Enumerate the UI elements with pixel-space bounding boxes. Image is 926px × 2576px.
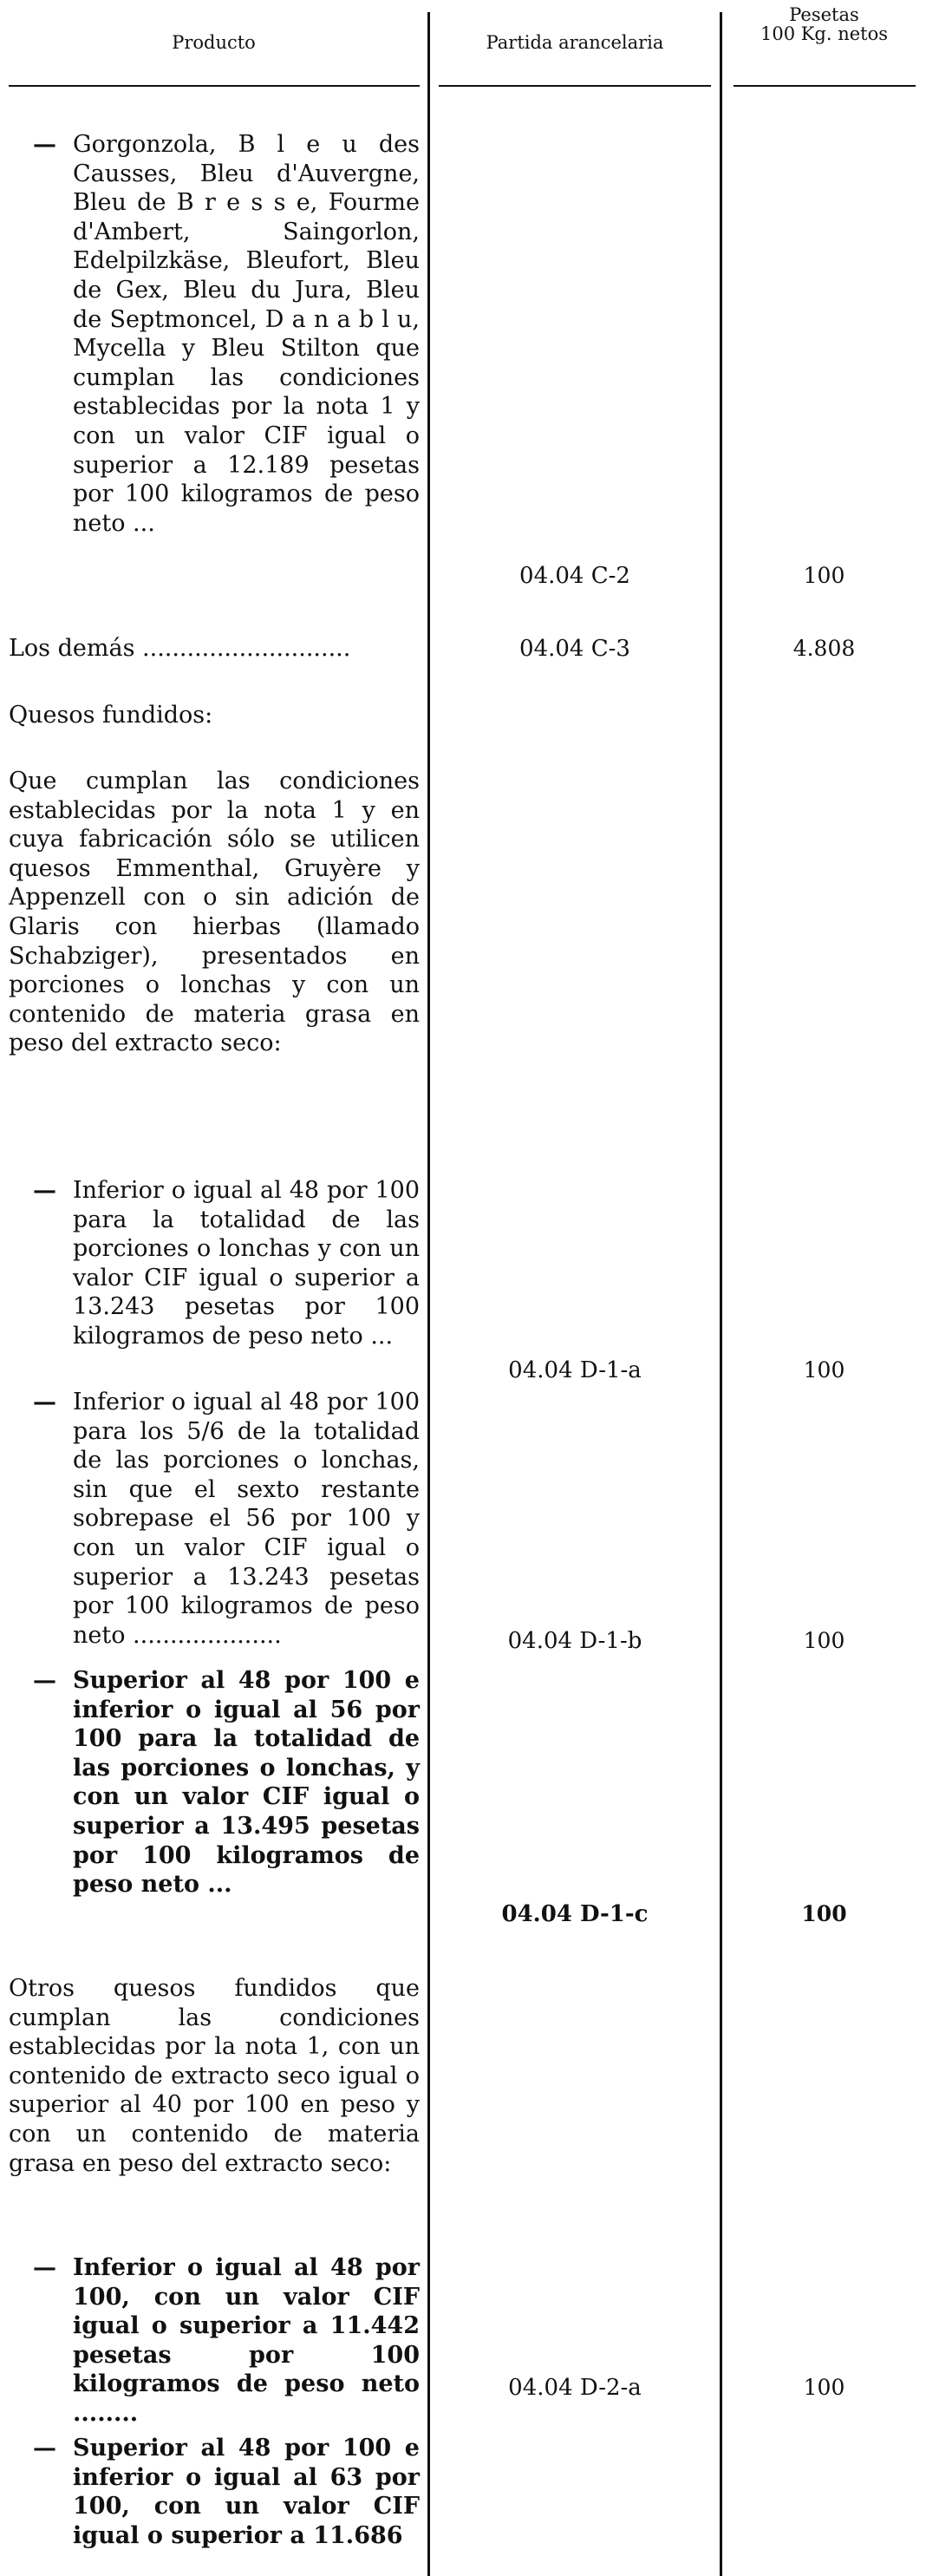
entry-d1c-value: 100: [801, 1901, 847, 1926]
entry-d1b-text: Inferior o igual al 48 por 100 para los 5/6 de la totalidad de las porciones o lonchas, sin que el sexto restante sobrepase el 56 por 100 y con un valor CIF igual o superior a 13.243 pesetas por 100 kilogramos de peso neto ....................: [73, 1389, 420, 1649]
header-pesetas: [722, 5, 926, 43]
entry-d2b-text: Superior al 48 por 100 e inferior o igual al 63 por 100, con un valor CIF igual o superior a 11.686: [73, 2435, 420, 2549]
entry-d1a-text: Inferior o igual al 48 por 100 para la totalidad de las porciones o lonchas y con un valor CIF igual o superior a 13.243 pesetas por 100 kilogramos de peso neto ...: [73, 1177, 420, 1350]
entry-d1b-partida: 04.04 D-1-b: [507, 1628, 642, 1654]
column-divider-2: [720, 12, 722, 2576]
entry-d1c-text: Superior al 48 por 100 e inferior o igual al 56 por 100 para la totalidad de las porciones o lonchas, y con un valor CIF igual o superior a 13.495 pesetas por 100 kilogramos de peso neto ...: [73, 1667, 420, 1899]
entry-d1a-partida: 04.04 D-1-a: [508, 1357, 642, 1383]
entry-d1a-value: 100: [803, 1357, 845, 1383]
entry-los-demas-value: 4.808: [792, 636, 856, 661]
entry-gorgonzola-partida: 04.04 C-2: [519, 563, 630, 589]
section-quesos-fundidos: Quesos fundidos:: [9, 702, 213, 729]
header-rule-1: [9, 85, 420, 87]
entry-gorgonzola-text: Gorgonzola, B l e u des Causses, Bleu d'Auvergne, Bleu de B r e s s e, Fourme d'Ambert, Saingorlon, Edelpilzkäse, Bleufort, Bleu de Gex, Bleu du Jura, Bleu de Septmoncel, D a n a b l u, Mycella y Bleu Stilton que cumplan las condiciones establecidas por la nota 1 y con un valor CIF igual o superior a 12.189 pesetas por 100 kilogramos de peso neto ...: [73, 131, 420, 537]
header-producto: Producto: [172, 32, 256, 53]
header-pesetas-line2: 100 Kg. netos: [760, 23, 889, 44]
entry-d1b-value: 100: [803, 1628, 845, 1653]
entry-gorgonzola-value: 100: [803, 563, 845, 588]
entry-dash: —: [33, 1389, 56, 1415]
header-pesetas-line1: Pesetas: [789, 4, 859, 25]
entry-d2a-text: Inferior o igual al 48 por 100, con un valor CIF igual o superior a 11.442 pesetas por 100 kilogramos de peso neto ........: [73, 2254, 420, 2427]
entry-dash: —: [33, 131, 56, 158]
entry-dash: —: [33, 1667, 56, 1694]
entry-d1c-partida: 04.04 D-1-c: [501, 1901, 649, 1927]
entry-otros-text: Otros quesos fundidos que cumplan las condiciones establecidas por la nota 1, con un contenido de extracto seco igual o superior al 40 por 100 en peso y con un contenido de materia grasa en peso del extracto seco:: [9, 1975, 420, 2177]
header-rule-3: [734, 85, 916, 87]
entry-d2a-value: 100: [803, 2375, 845, 2400]
entry-que-cumplan-text: Que cumplan las condiciones establecidas por la nota 1 y en cuya fabricación sólo se utilicen quesos Emmenthal, Gruyère y Appenzell con o sin adición de Glaris con hierbas (llamado Schabziger), presentados en porciones o lonchas y con un contenido de materia grasa en peso del extracto seco:: [9, 768, 420, 1057]
column-divider-1: [427, 12, 430, 2576]
entry-dash: —: [33, 1177, 56, 1204]
entry-dash: —: [33, 2435, 56, 2462]
header-rule-2: [439, 85, 711, 87]
entry-los-demas-text: Los demás ............................: [9, 635, 351, 662]
entry-los-demas-partida: 04.04 C-3: [519, 636, 630, 662]
entry-dash: —: [33, 2254, 56, 2281]
header-partida: Partida arancelaria: [486, 32, 664, 53]
entry-d2a-partida: 04.04 D-2-a: [508, 2375, 642, 2401]
